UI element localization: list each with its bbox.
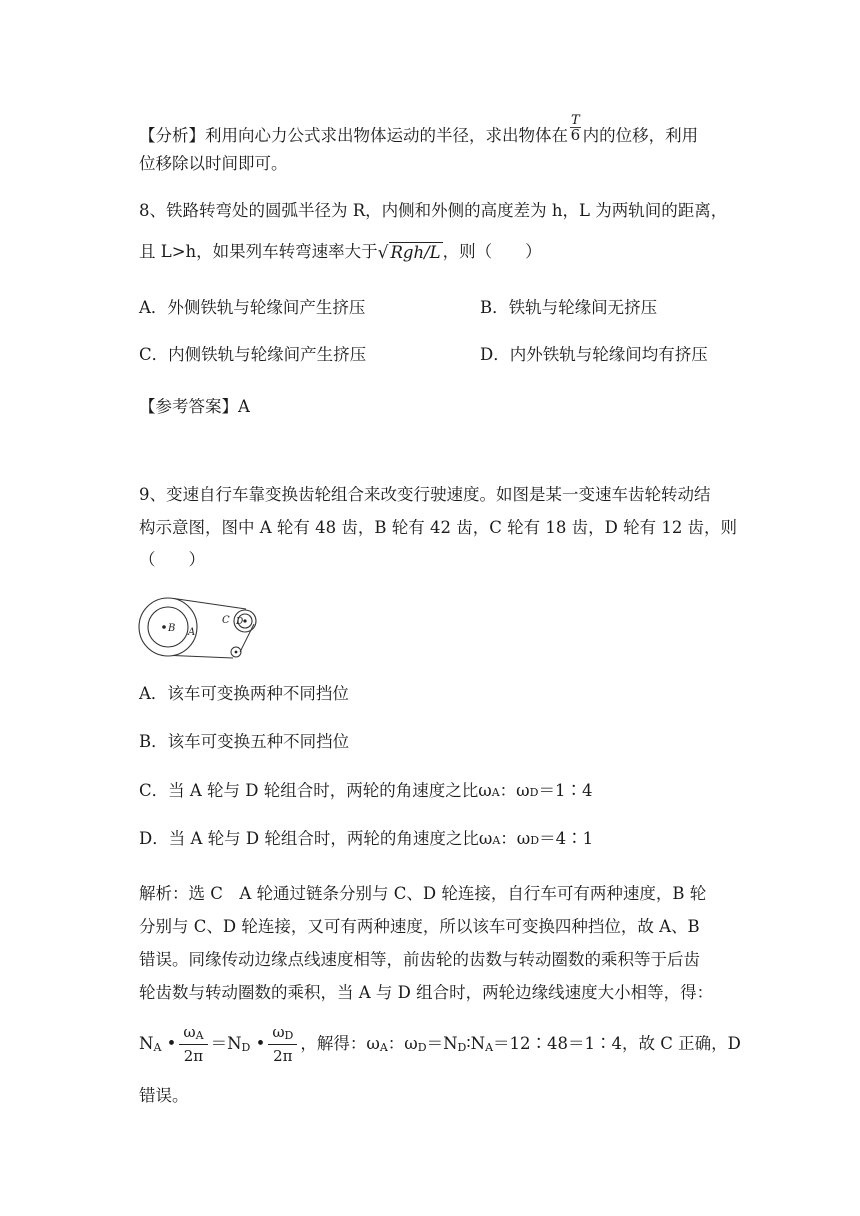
solution-line-2: 分别与 C、D 轮连接，又可有两种速度，所以该车可变换四种挡位，故 A、B: [139, 917, 700, 936]
ratio-colon: ：: [500, 829, 517, 848]
eq-equals: ＝: [210, 1034, 228, 1053]
omega-d-over-2pi-fraction: [268, 1024, 297, 1065]
omega-subscript-a: A: [491, 786, 500, 799]
chain-bottom-line: [173, 656, 233, 659]
omega-symbol: ω: [516, 829, 531, 848]
gear-d-center-dot: [243, 619, 246, 622]
gear-label-d: D: [236, 617, 244, 627]
omega-a-over-2pi-fraction: [179, 1024, 207, 1065]
question-9-option-d: [139, 828, 593, 852]
fraction-numerator: [179, 1024, 207, 1045]
fraction-denominator: 2π: [183, 1047, 204, 1066]
gear-label-a: A: [188, 627, 196, 638]
ratio-colon: ：: [499, 781, 517, 800]
radical-sign-icon: √: [377, 242, 389, 263]
omega-subscript-d: D: [529, 786, 539, 799]
question-9-line-2: 构示意图，图中 A 轮有 48 齿，B 轮有 42 齿，C 轮有 18 齿，D 轮有 12 齿，则: [139, 518, 738, 537]
eq-n-sub-a: A: [153, 1041, 162, 1054]
question-8-answer: 【参考答案】A: [139, 397, 250, 416]
omega-symbol: ω: [478, 829, 493, 848]
eq-rest-text: ：ω: [387, 1034, 418, 1053]
omega-subscript-a: A: [492, 834, 501, 847]
omega-ratio-c: [478, 781, 538, 800]
fraction-numerator: [268, 1024, 297, 1045]
solution-line-3: 错误。同缘传动边缘点线速度相等，前齿轮的齿数与转动圈数的乘积等于后齿: [139, 950, 700, 969]
eq-rest-text: ＝N: [426, 1034, 458, 1053]
sqrt-content: Rgh/L: [390, 242, 441, 262]
gear-b-center-dot: [162, 625, 166, 629]
omega-subscript-a: A: [195, 1029, 204, 1043]
eq-n: N: [139, 1034, 154, 1053]
n-subscript-a: A: [485, 1041, 494, 1054]
eq-dot: •: [255, 1034, 266, 1053]
solution-line-6: 错误。: [139, 1086, 189, 1105]
question-9-option-c: [139, 780, 592, 804]
question-9-line-1: 9、变速自行车靠变换齿轮组合来改变行驶速度。如图是某一变速车齿轮转动结: [139, 485, 711, 504]
question-8-option-c: C．内侧铁轨与轮缘间产生挤压: [139, 345, 367, 364]
option-d-text-pre: D．当 A 轮与 D 轮组合时，两轮的角速度之比: [139, 829, 479, 848]
analysis-line-2: 位移除以时间即可。: [139, 154, 288, 173]
fraction-denominator: 2π: [273, 1047, 293, 1066]
question-8-line-2: [139, 241, 542, 264]
gear-label-b: B: [168, 623, 176, 634]
solution-line-4: 轮齿数与转动圈数的乘积，当 A 与 D 组合时，两轮边缘线速度大小相等，得：: [139, 983, 714, 1002]
question-8-option-b: B．铁轨与轮缘间无挤压: [480, 298, 658, 317]
question-8-line-2-post: ，则（ ）: [442, 242, 542, 261]
t-over-6-fraction: [570, 114, 581, 143]
gear-diagram: [134, 596, 264, 660]
question-8-line-1: 8、铁路转弯处的圆弧半径为 R，内侧和外侧的高度差为 h，L 为两轨间的距离，: [139, 201, 728, 220]
question-9-option-a: A．该车可变换两种不同挡位: [139, 684, 349, 703]
eq-rest-text: ＝12∶48＝1∶4，故 C 正确，D: [493, 1034, 741, 1053]
fraction-numerator: T: [571, 113, 580, 128]
omega-subscript-a: A: [379, 1041, 388, 1054]
option-c-text-post: ＝1∶4: [538, 781, 593, 800]
omega-subscript-d: D: [530, 834, 540, 847]
eq-rest-text: ∶N: [466, 1034, 486, 1053]
gear-label-c: C: [222, 615, 230, 626]
omega-symbol: ω: [516, 781, 530, 800]
omega-subscript-d: D: [417, 1041, 427, 1054]
idler-wheel-center-dot: [235, 651, 238, 654]
sqrt-expression: [378, 242, 443, 264]
fraction-denominator: 6: [570, 126, 581, 144]
omega-symbol: ω: [478, 781, 492, 800]
question-9-line-3: （ ）: [139, 550, 205, 569]
solution-equation-line: [139, 1022, 741, 1070]
omega-symbol: ω: [183, 1023, 196, 1042]
eq-n: N: [227, 1034, 242, 1053]
option-d-text-post: ＝4∶1: [539, 829, 594, 848]
omega-ratio-d: [479, 829, 539, 848]
analysis-text-pre: 【分析】利用向心力公式求出物体运动的半径，求出物体在: [139, 126, 568, 145]
question-8-line-2-pre: 且 L>h，如果列车转弯速率大于: [139, 242, 378, 261]
omega-subscript-d: D: [284, 1029, 294, 1043]
omega-symbol: ω: [272, 1023, 285, 1042]
eq-n-sub-d: D: [241, 1041, 251, 1054]
question-8-option-d: D．内外铁轨与轮缘间均有挤压: [480, 345, 708, 364]
question-9-option-b: B．该车可变换五种不同挡位: [139, 732, 350, 751]
option-c-text-pre: C．当 A 轮与 D 轮组合时，两轮的角速度之比: [139, 781, 479, 800]
n-subscript-d: D: [457, 1041, 467, 1054]
question-8-option-a: A．外侧铁轨与轮缘间产生挤压: [139, 298, 366, 317]
analysis-text-post: 内的位移，利用: [582, 126, 699, 145]
eq-dot: •: [166, 1034, 177, 1053]
solution-line-1: 解析：选 C A 轮通过链条分别与 C、D 轮连接，自行车可有两种速度，B 轮: [139, 884, 707, 903]
eq-rest-text: ，解得：ω: [300, 1034, 380, 1053]
analysis-line-1: [139, 113, 699, 151]
